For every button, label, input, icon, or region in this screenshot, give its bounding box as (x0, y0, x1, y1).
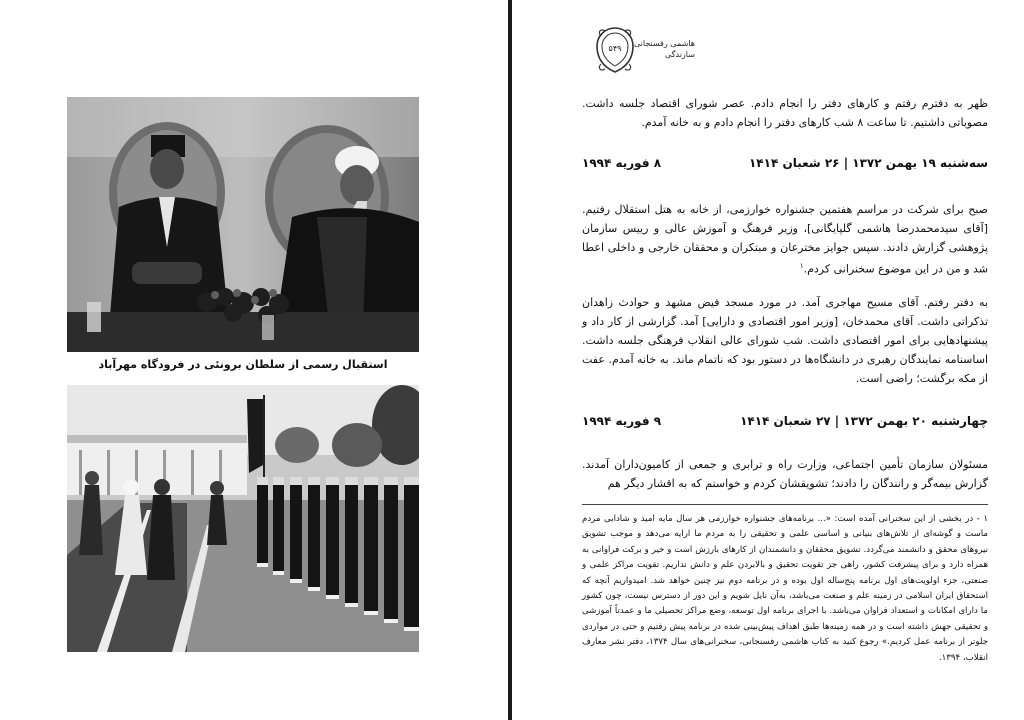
photo-caption: استقبال رسمی از سلطان برونئی در فرودگاه مهرآباد (98, 358, 388, 371)
entry2-paragraph1: مسئولان سازمان تأمین اجتماعی، وزارت راه و ترابری و جمعی از کامیون‌داران آمدند. گزارش بیمه‌گر و رانندگان را دادند؛ تشویقشان کردم و خواستم که به اقشار دیگر هم (582, 458, 988, 490)
footnote-marker: ۱ (799, 262, 804, 270)
entry2-date-en: ۹ فوریه ۱۹۹۴ (582, 414, 662, 428)
entry1-paragraph1 (582, 200, 988, 279)
entry2-date-heading (582, 414, 988, 434)
running-header (634, 38, 695, 60)
photo-ceremony (67, 385, 419, 652)
entry1-date-fa: سه‌شنبه ۱۹ بهمن ۱۳۷۲ | ۲۶ شعبان ۱۴۱۴ (748, 156, 988, 170)
right-page (512, 0, 1024, 720)
photo-meeting-image (67, 97, 419, 352)
entry1-paragraph2: به دفتر رفتم. آقای مسیح مهاجری آمد. در مورد مسجد فیض مشهد و حوادث زاهدان تذکراتی داشت. آقای محمدخان، [وزیر امور اقتصادی و دارایی] آمد. گزارشی از کار داد و پیشنهادهایی برای امور اقتصادی داشت. شب شورای عالی انقلاب فرهنگی جلسه داشت. اساسنامه نمایندگان رهبری در دانشگاه‌ها در دستور بود که ناتمام ماند. به خانه آمدم. عفت از مکه برگشت؛ راضی است. (582, 296, 988, 385)
footnote: ۱ - در بخشی از این سخنرانی آمده است: «... برنامه‌های جشنواره خوارزمی هر سال مایه امید و شادابی مردم ماست و گوشه‌ای از تلاش‌های بنیانی و اساسی علمی و تحقیقی را به مردم ما ارایه می‌دهد و موجب تشویق نیروهای محقق و دانشمند می‌گردد. تشویق محققان و دانشمندان از کارهای بارزش است و خیر و برکت فراوانی به همراه دارد و برای پیشرفت کشور، راهی جز تقویت تحقیق و بالابردن علم و دانش نداریم. تقویت مراکز علمی و صنعتی، جزء اولویت‌های اول برنامه پنج‌ساله اول بوده و در برنامه دوم نیز چنین خواهد شد. امیدواریم آنچه که استحقاق ایران اسلامی در زمینه علم و صنعت می‌باشد، به‌آن نایل شویم و این دور از دسترس نیست، چون کشور ما دارای امکانات و استعداد فراوان می‌باشد. با اجرای برنامه اول توسعه، وضع مراکز تحصیلی ما و عمدتاً آموزشی و تحقیقی جهش داشته است و در همه زمینه‌ها طبق اهداف پیش‌بینی شده در برنامه پیش رفتیم و حتی در مواردی جلوتر از برنامه عمل کردیم.» رجوع کنید به کتاب هاشمی رفسنجانی، سخنرانی‌های سال ۱۳۷۴، دفتر نشر معارف انقلاب، ۱۳۹۴. (582, 514, 989, 663)
entry1-paragraph1-text: صبح برای شرکت در مراسم هفتمین جشنواره خوارزمی، از خانه به هتل استقلال رفتیم. [آقای سیدمحمدرضا هاشمی گلپایگانی]، وزیر فرهنگ و آموزش عالی و رییس سازمان پژوهشی گزارش دادند. سپس جوایز مخترعان و مبتکران و محققان خارجی و داخلی اعطا شد و من در این موضوع سخنرانی کردم. (582, 203, 988, 276)
intro-paragraph: ظهر به دفترم رفتم و کارهای دفتر را انجام دادم. عصر شورای اقتصاد جلسه داشت. مصوباتی داشتیم. تا ساعت ۸ شب کارهای دفتر را انجام دادم و به خانه آمدم. (582, 97, 988, 129)
left-page (0, 0, 508, 720)
photo-ceremony-image (67, 385, 419, 652)
footnote-rule (582, 504, 988, 505)
photo-meeting (67, 97, 419, 352)
running-header-line2: سازندگی (665, 50, 695, 59)
entry1-date-heading (582, 156, 988, 176)
entry2-date-fa: چهارشنبه ۲۰ بهمن ۱۳۷۲ | ۲۷ شعبان ۱۴۱۴ (740, 414, 988, 428)
running-header-line1: هاشمی رفسنجانی (634, 39, 695, 48)
page-number: ۵۴۹ (608, 44, 622, 53)
entry1-date-en: ۸ فوریه ۱۹۹۴ (582, 156, 662, 170)
